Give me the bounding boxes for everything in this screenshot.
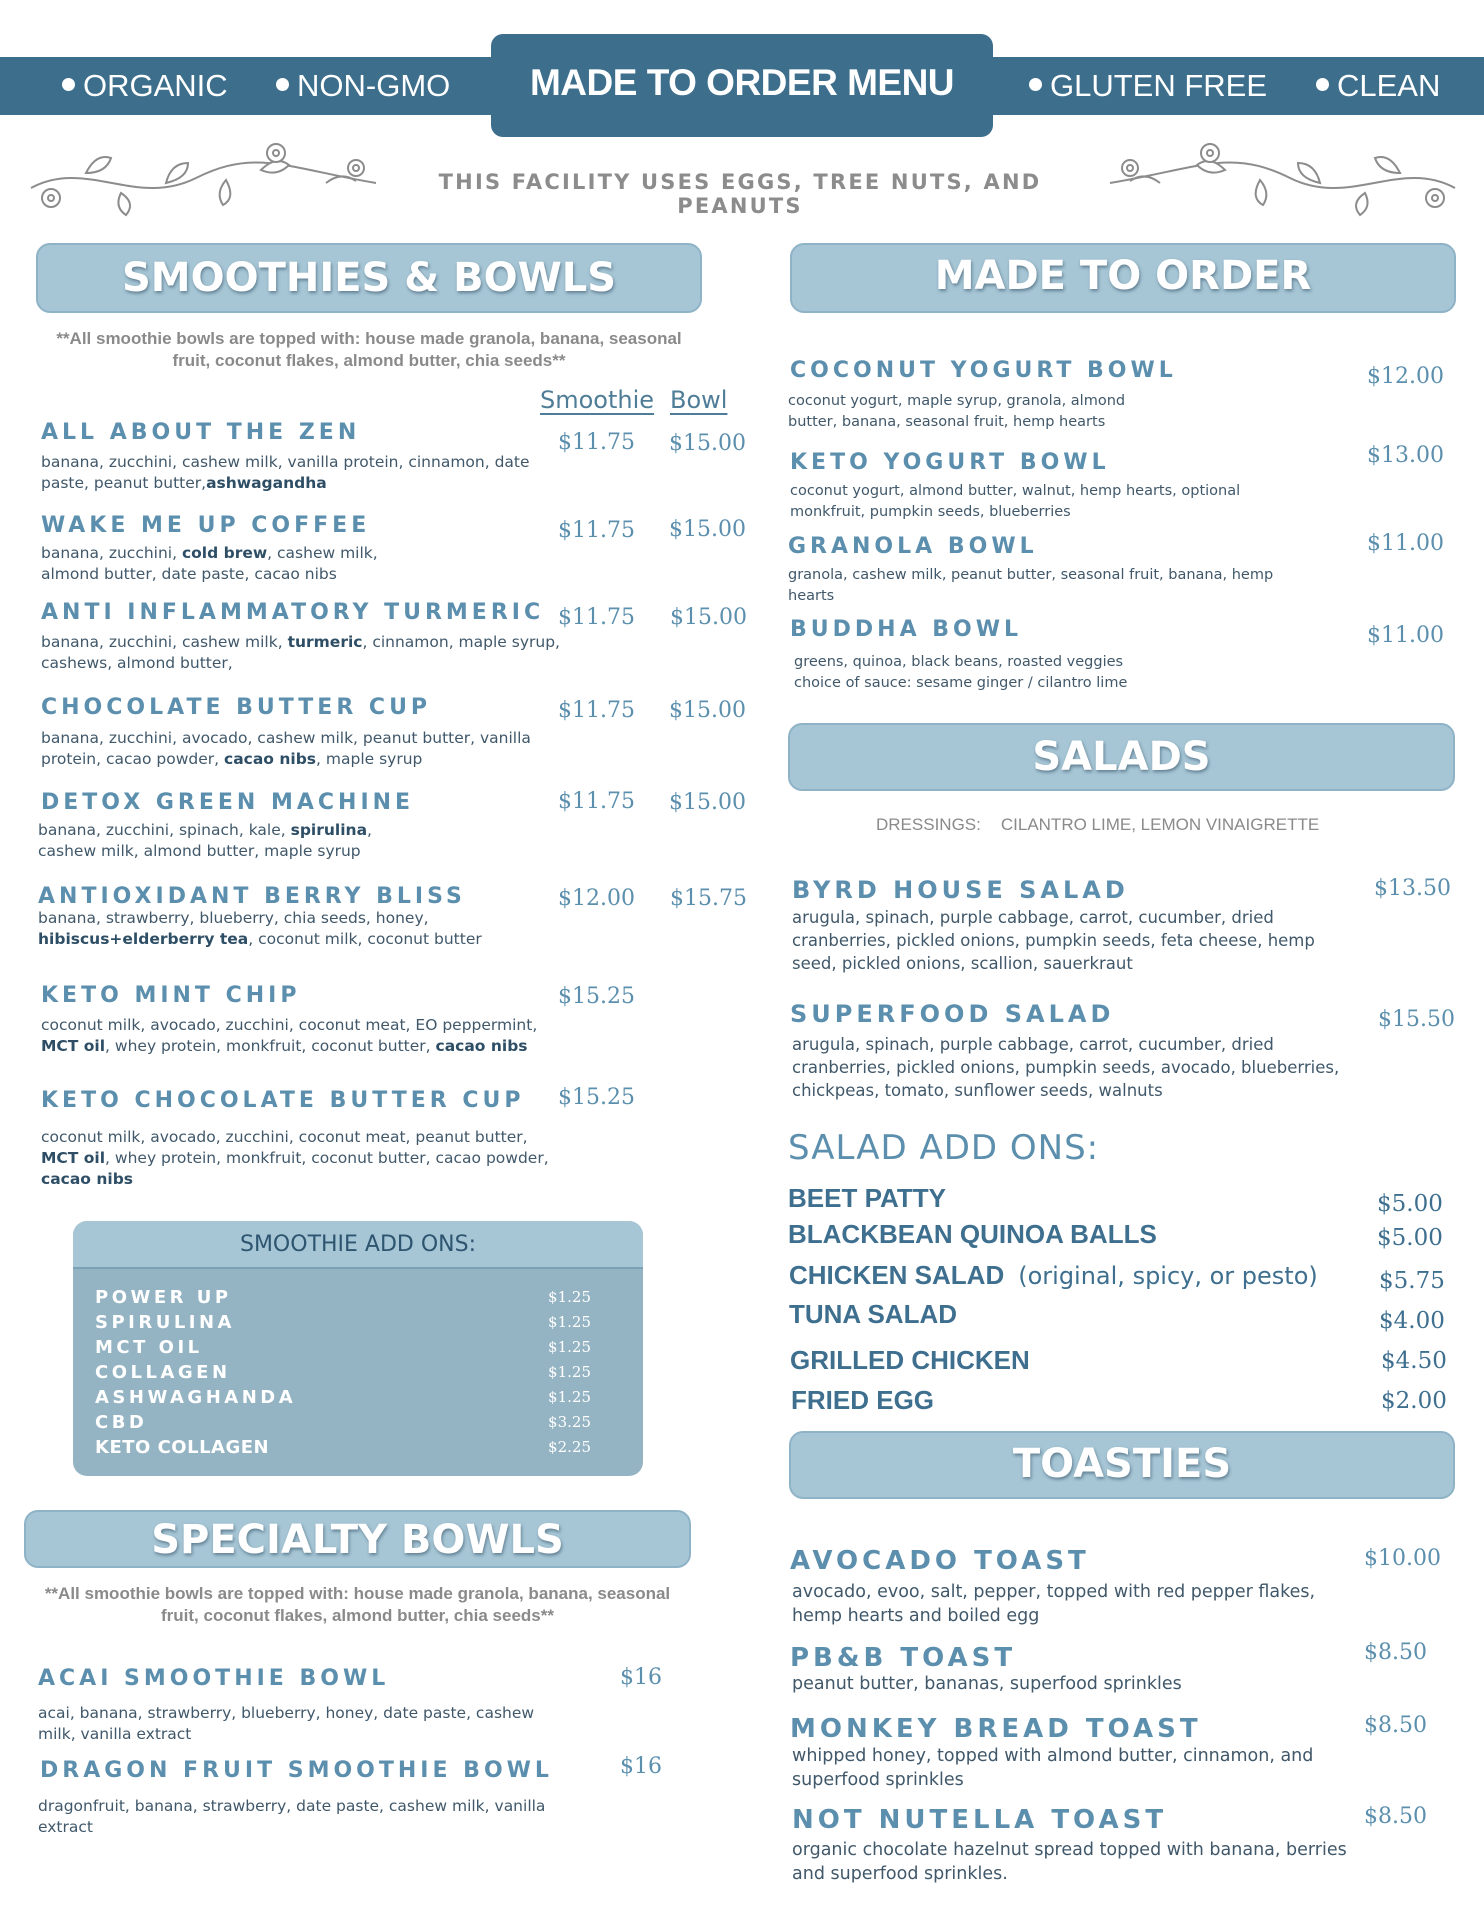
- desc-highlight: cacao nibs: [41, 1170, 134, 1188]
- price: $10.00: [1364, 1546, 1441, 1571]
- addon-price: $1.25: [548, 1338, 591, 1356]
- item-description: [41, 728, 531, 770]
- item-description: [41, 632, 560, 674]
- addon-option: (original, spicy, or pesto): [1018, 1262, 1318, 1290]
- desc-highlight: spirulina: [290, 821, 368, 839]
- item-name: BUDDHA BOWL: [790, 617, 1023, 642]
- addon-price: $1.25: [548, 1363, 591, 1381]
- smoothie-toppings-note: [36, 328, 702, 372]
- note-line: **All smoothie bowls are topped with: house made granola, banana, seasonal: [56, 329, 682, 348]
- item-description: granola, cashew milk, peanut butter, seasonal fruit, banana, hemp hearts: [788, 567, 1274, 604]
- item-description: organic chocolate hazelnut spread topped with banana, berries and superfood sprinkles.: [792, 1840, 1347, 1884]
- item-name: AVOCADO TOAST: [790, 1546, 1090, 1576]
- price: $11.00: [1367, 531, 1444, 556]
- item-description: [41, 543, 378, 585]
- addon-price: $4.50: [1381, 1348, 1447, 1374]
- item-name: CHOCOLATE BUTTER CUP: [41, 695, 432, 720]
- addon-name: CBD: [95, 1412, 148, 1433]
- desc-highlight: MCT oil: [41, 1037, 106, 1055]
- price: $8.50: [1364, 1640, 1427, 1665]
- addon-row: [95, 1337, 615, 1362]
- item-name: ALL ABOUT THE ZEN: [41, 420, 361, 445]
- salad-addon: GRILLED CHICKEN: [790, 1345, 1030, 1375]
- column-header-bowl: Bowl: [670, 386, 728, 414]
- addon-price: $3.25: [548, 1413, 591, 1431]
- section-header-smoothies-bowls: SMOOTHIES & BOWLS: [36, 243, 702, 313]
- addon-name: SPIRULINA: [95, 1312, 235, 1333]
- facility-allergen-note: THIS FACILITY USES EGGS, TREE NUTS, AND PEANUTS: [438, 170, 1042, 218]
- item-name: ANTI INFLAMMATORY TURMERIC: [41, 600, 545, 625]
- addon-price: $1.25: [548, 1288, 591, 1306]
- item-description: avocado, evoo, salt, pepper, topped with red pepper flakes, hemp hearts and boiled egg: [792, 1582, 1316, 1626]
- item-name: PB&B TOAST: [790, 1643, 1017, 1673]
- item-description: [41, 1015, 537, 1057]
- note-line: **All smoothie bowls are topped with: house made granola, banana, seasonal: [44, 1584, 671, 1603]
- item-description: [41, 1127, 549, 1190]
- bullet-dot-icon: [276, 78, 289, 91]
- price-bowl: $15.00: [669, 698, 746, 723]
- item-name: MONKEY BREAD TOAST: [790, 1714, 1202, 1744]
- item-name: KETO MINT CHIP: [41, 983, 301, 1008]
- price: $13.50: [1374, 876, 1451, 901]
- item-description: whipped honey, topped with almond butter, cinnamon, and superfood sprinkles: [792, 1746, 1314, 1790]
- desc-highlight: hibiscus+elderberry tea: [38, 930, 249, 948]
- desc-text: , maple syrup: [316, 750, 423, 768]
- item-description: coconut yogurt, almond butter, walnut, hemp hearts, optional monkfruit, pumpkin seeds, blueberries: [790, 483, 1241, 520]
- desc-text: , cashew milk, almond butter, maple syrup: [38, 821, 372, 860]
- menu-title: MADE TO ORDER MENU: [529, 62, 955, 103]
- price: $16: [620, 1754, 662, 1779]
- section-header-specialty-bowls: SPECIALTY BOWLS: [24, 1510, 691, 1568]
- addon-name: POWER UP: [95, 1287, 232, 1308]
- price-bowl: $15.00: [670, 605, 747, 630]
- price: $15.50: [1378, 1007, 1455, 1032]
- price-bowl: $15.00: [669, 517, 746, 542]
- price-bowl: $15.00: [669, 790, 746, 815]
- price: $16: [620, 1665, 662, 1690]
- addon-price: $2.25: [548, 1438, 591, 1456]
- desc-text: banana, zucchini, cashew milk,: [41, 633, 288, 651]
- desc-highlight: cold brew: [181, 544, 268, 562]
- desc-text: , cashew milk, almond butter, date paste, cacao nibs: [41, 544, 378, 583]
- note-line: fruit, coconut flakes, almond butter, chia seeds**: [172, 351, 566, 370]
- desc-text: banana, zucchini, cashew milk, vanilla protein, cinnamon, date paste, peanut butter,: [41, 453, 530, 492]
- addon-price: $1.25: [548, 1313, 591, 1331]
- item-description: acai, banana, strawberry, blueberry, honey, date paste, cashew milk, vanilla extract: [38, 1704, 535, 1743]
- addon-price: $5.00: [1377, 1225, 1443, 1251]
- desc-highlight: cacao nibs: [224, 750, 317, 768]
- addon-name: ASHWAGHANDA: [95, 1387, 297, 1408]
- smoothie-addons-title: SMOOTHIE ADD ONS:: [73, 1221, 643, 1269]
- tag-non-gmo: [276, 66, 450, 106]
- vine-ornament-right-icon: [1100, 138, 1460, 218]
- vine-ornament-left-icon: [26, 138, 386, 218]
- note-line: fruit, coconut flakes, almond butter, chia seeds**: [161, 1606, 554, 1625]
- desc-text: , cinnamon, maple syrup, cashews, almond butter,: [41, 633, 560, 672]
- item-name: GRANOLA BOWL: [788, 534, 1038, 559]
- bullet-dot-icon: [1029, 78, 1042, 91]
- dressings-label: DRESSINGS:: [876, 815, 981, 834]
- item-description: greens, quinoa, black beans, roasted veggies choice of sauce: sesame ginger / cilantro lime: [794, 654, 1128, 691]
- addon-row: [95, 1387, 615, 1412]
- price-smoothie: $11.75: [558, 430, 635, 455]
- desc-text: coconut milk, avocado, zucchini, coconut meat, EO peppermint,: [41, 1016, 538, 1034]
- addon-price: $5.00: [1377, 1191, 1443, 1217]
- price: $8.50: [1364, 1713, 1427, 1738]
- desc-highlight: MCT oil: [41, 1149, 106, 1167]
- desc-highlight: ashwagandha: [206, 474, 327, 492]
- price-smoothie: $11.75: [558, 605, 635, 630]
- tag-label: ORGANIC: [83, 68, 228, 103]
- addon-row: [95, 1362, 615, 1387]
- tag-gluten-free: [1029, 66, 1267, 106]
- item-description: [41, 452, 530, 494]
- item-description: coconut yogurt, maple syrup, granola, almond butter, banana, seasonal fruit, hemp hearts: [788, 393, 1126, 430]
- addon-row: [95, 1437, 615, 1462]
- section-header-made-to-order: MADE TO ORDER: [790, 243, 1456, 313]
- tag-organic: [62, 66, 228, 106]
- addon-price: $5.75: [1379, 1268, 1445, 1294]
- desc-text: , coconut milk, coconut butter: [248, 930, 482, 948]
- price: $11.00: [1367, 623, 1444, 648]
- item-name: WAKE ME UP COFFEE: [41, 513, 371, 538]
- salad-addon: TUNA SALAD: [789, 1299, 958, 1329]
- price-smoothie: $11.75: [558, 518, 635, 543]
- addon-name: CHICKEN SALAD: [789, 1260, 1005, 1290]
- item-description: arugula, spinach, purple cabbage, carrot, cucumber, dried cranberries, pickled onions, pumpkin seeds, feta cheese, hemp seed, pickled onions, scallion, sauerkraut: [792, 908, 1315, 973]
- desc-text: banana, zucchini, spinach, kale,: [38, 821, 291, 839]
- smoothie-addons-box: [73, 1221, 643, 1476]
- item-description: arugula, spinach, purple cabbage, carrot, cucumber, dried cranberries, pickled onions, pumpkin seeds, avocado, blueberries, chickpeas, tomato, sunflower seeds, walnuts: [792, 1035, 1340, 1100]
- tag-label: GLUTEN FREE: [1050, 68, 1268, 103]
- salad-addon: BEET PATTY: [788, 1183, 946, 1213]
- desc-text: banana, strawberry, blueberry, chia seeds, honey,: [38, 909, 429, 927]
- addon-price: $4.00: [1379, 1308, 1445, 1334]
- item-name: SUPERFOOD SALAD: [790, 1000, 1115, 1028]
- item-name: ACAI SMOOTHIE BOWL: [38, 1666, 390, 1691]
- item-name: DETOX GREEN MACHINE: [41, 790, 415, 815]
- addon-name: MCT OIL: [95, 1337, 203, 1358]
- price-smoothie: $11.75: [558, 698, 635, 723]
- price-bowl: $15.75: [670, 886, 747, 911]
- addon-row: [95, 1312, 615, 1337]
- salad-addon: FRIED EGG: [791, 1385, 935, 1415]
- salad-addons-title: SALAD ADD ONS:: [788, 1128, 1100, 1168]
- price-smoothie: $15.25: [558, 984, 635, 1009]
- desc-highlight: turmeric: [287, 633, 363, 651]
- desc-text: banana, zucchini,: [41, 544, 182, 562]
- specialty-toppings-note: [24, 1583, 691, 1627]
- item-name: BYRD HOUSE SALAD: [792, 876, 1129, 904]
- salad-addon: BLACKBEAN QUINOA BALLS: [788, 1219, 1157, 1249]
- price: $12.00: [1367, 364, 1444, 389]
- bullet-dot-icon: [1316, 78, 1329, 91]
- dressings-line: [876, 815, 1319, 835]
- price-bowl: $15.00: [669, 431, 746, 456]
- desc-text: , whey protein, monkfruit, coconut butter,: [105, 1037, 436, 1055]
- item-description: peanut butter, bananas, superfood sprinkles: [792, 1674, 1182, 1694]
- desc-text: banana, zucchini, avocado, cashew milk, peanut butter, vanilla protein, cacao powder,: [41, 729, 531, 768]
- addon-name: KETO COLLAGEN: [95, 1437, 270, 1458]
- addon-row: [95, 1412, 615, 1437]
- price-smoothie: $11.75: [558, 789, 635, 814]
- item-name: ANTIOXIDANT BERRY BLISS: [38, 884, 466, 909]
- item-name: DRAGON FRUIT SMOOTHIE BOWL: [40, 1758, 553, 1783]
- item-description: [38, 908, 482, 950]
- item-name: COCONUT YOGURT BOWL: [790, 358, 1177, 383]
- addon-price: $1.25: [548, 1388, 591, 1406]
- price-smoothie: $15.25: [558, 1085, 635, 1110]
- item-name: KETO YOGURT BOWL: [790, 450, 1110, 475]
- section-header-toasties: TOASTIES: [789, 1431, 1455, 1499]
- price: $8.50: [1364, 1804, 1427, 1829]
- tag-clean: [1316, 66, 1440, 106]
- bullet-dot-icon: [62, 78, 75, 91]
- item-name: NOT NUTELLA TOAST: [792, 1805, 1168, 1835]
- section-header-salads: SALADS: [788, 723, 1455, 791]
- desc-highlight: cacao nibs: [435, 1037, 528, 1055]
- addon-price: $2.00: [1381, 1388, 1447, 1414]
- tag-label: NON-GMO: [297, 68, 451, 103]
- dressings-list: CILANTRO LIME, LEMON VINAIGRETTE: [1000, 815, 1320, 834]
- desc-text: , whey protein, monkfruit, coconut butter, cacao powder,: [105, 1149, 549, 1167]
- item-name: KETO CHOCOLATE BUTTER CUP: [41, 1088, 525, 1113]
- tag-label: CLEAN: [1337, 68, 1441, 103]
- column-header-smoothie: Smoothie: [540, 386, 655, 414]
- menu-title-tab: [491, 34, 993, 137]
- desc-text: coconut milk, avocado, zucchini, coconut meat, peanut butter,: [41, 1128, 528, 1146]
- price: $13.00: [1367, 443, 1444, 468]
- item-description: dragonfruit, banana, strawberry, date paste, cashew milk, vanilla extract: [38, 1797, 546, 1836]
- addon-row: [95, 1287, 615, 1312]
- salad-addon: [789, 1260, 1318, 1291]
- item-description: [38, 820, 372, 862]
- addon-name: COLLAGEN: [95, 1362, 231, 1383]
- price-smoothie: $12.00: [558, 886, 635, 911]
